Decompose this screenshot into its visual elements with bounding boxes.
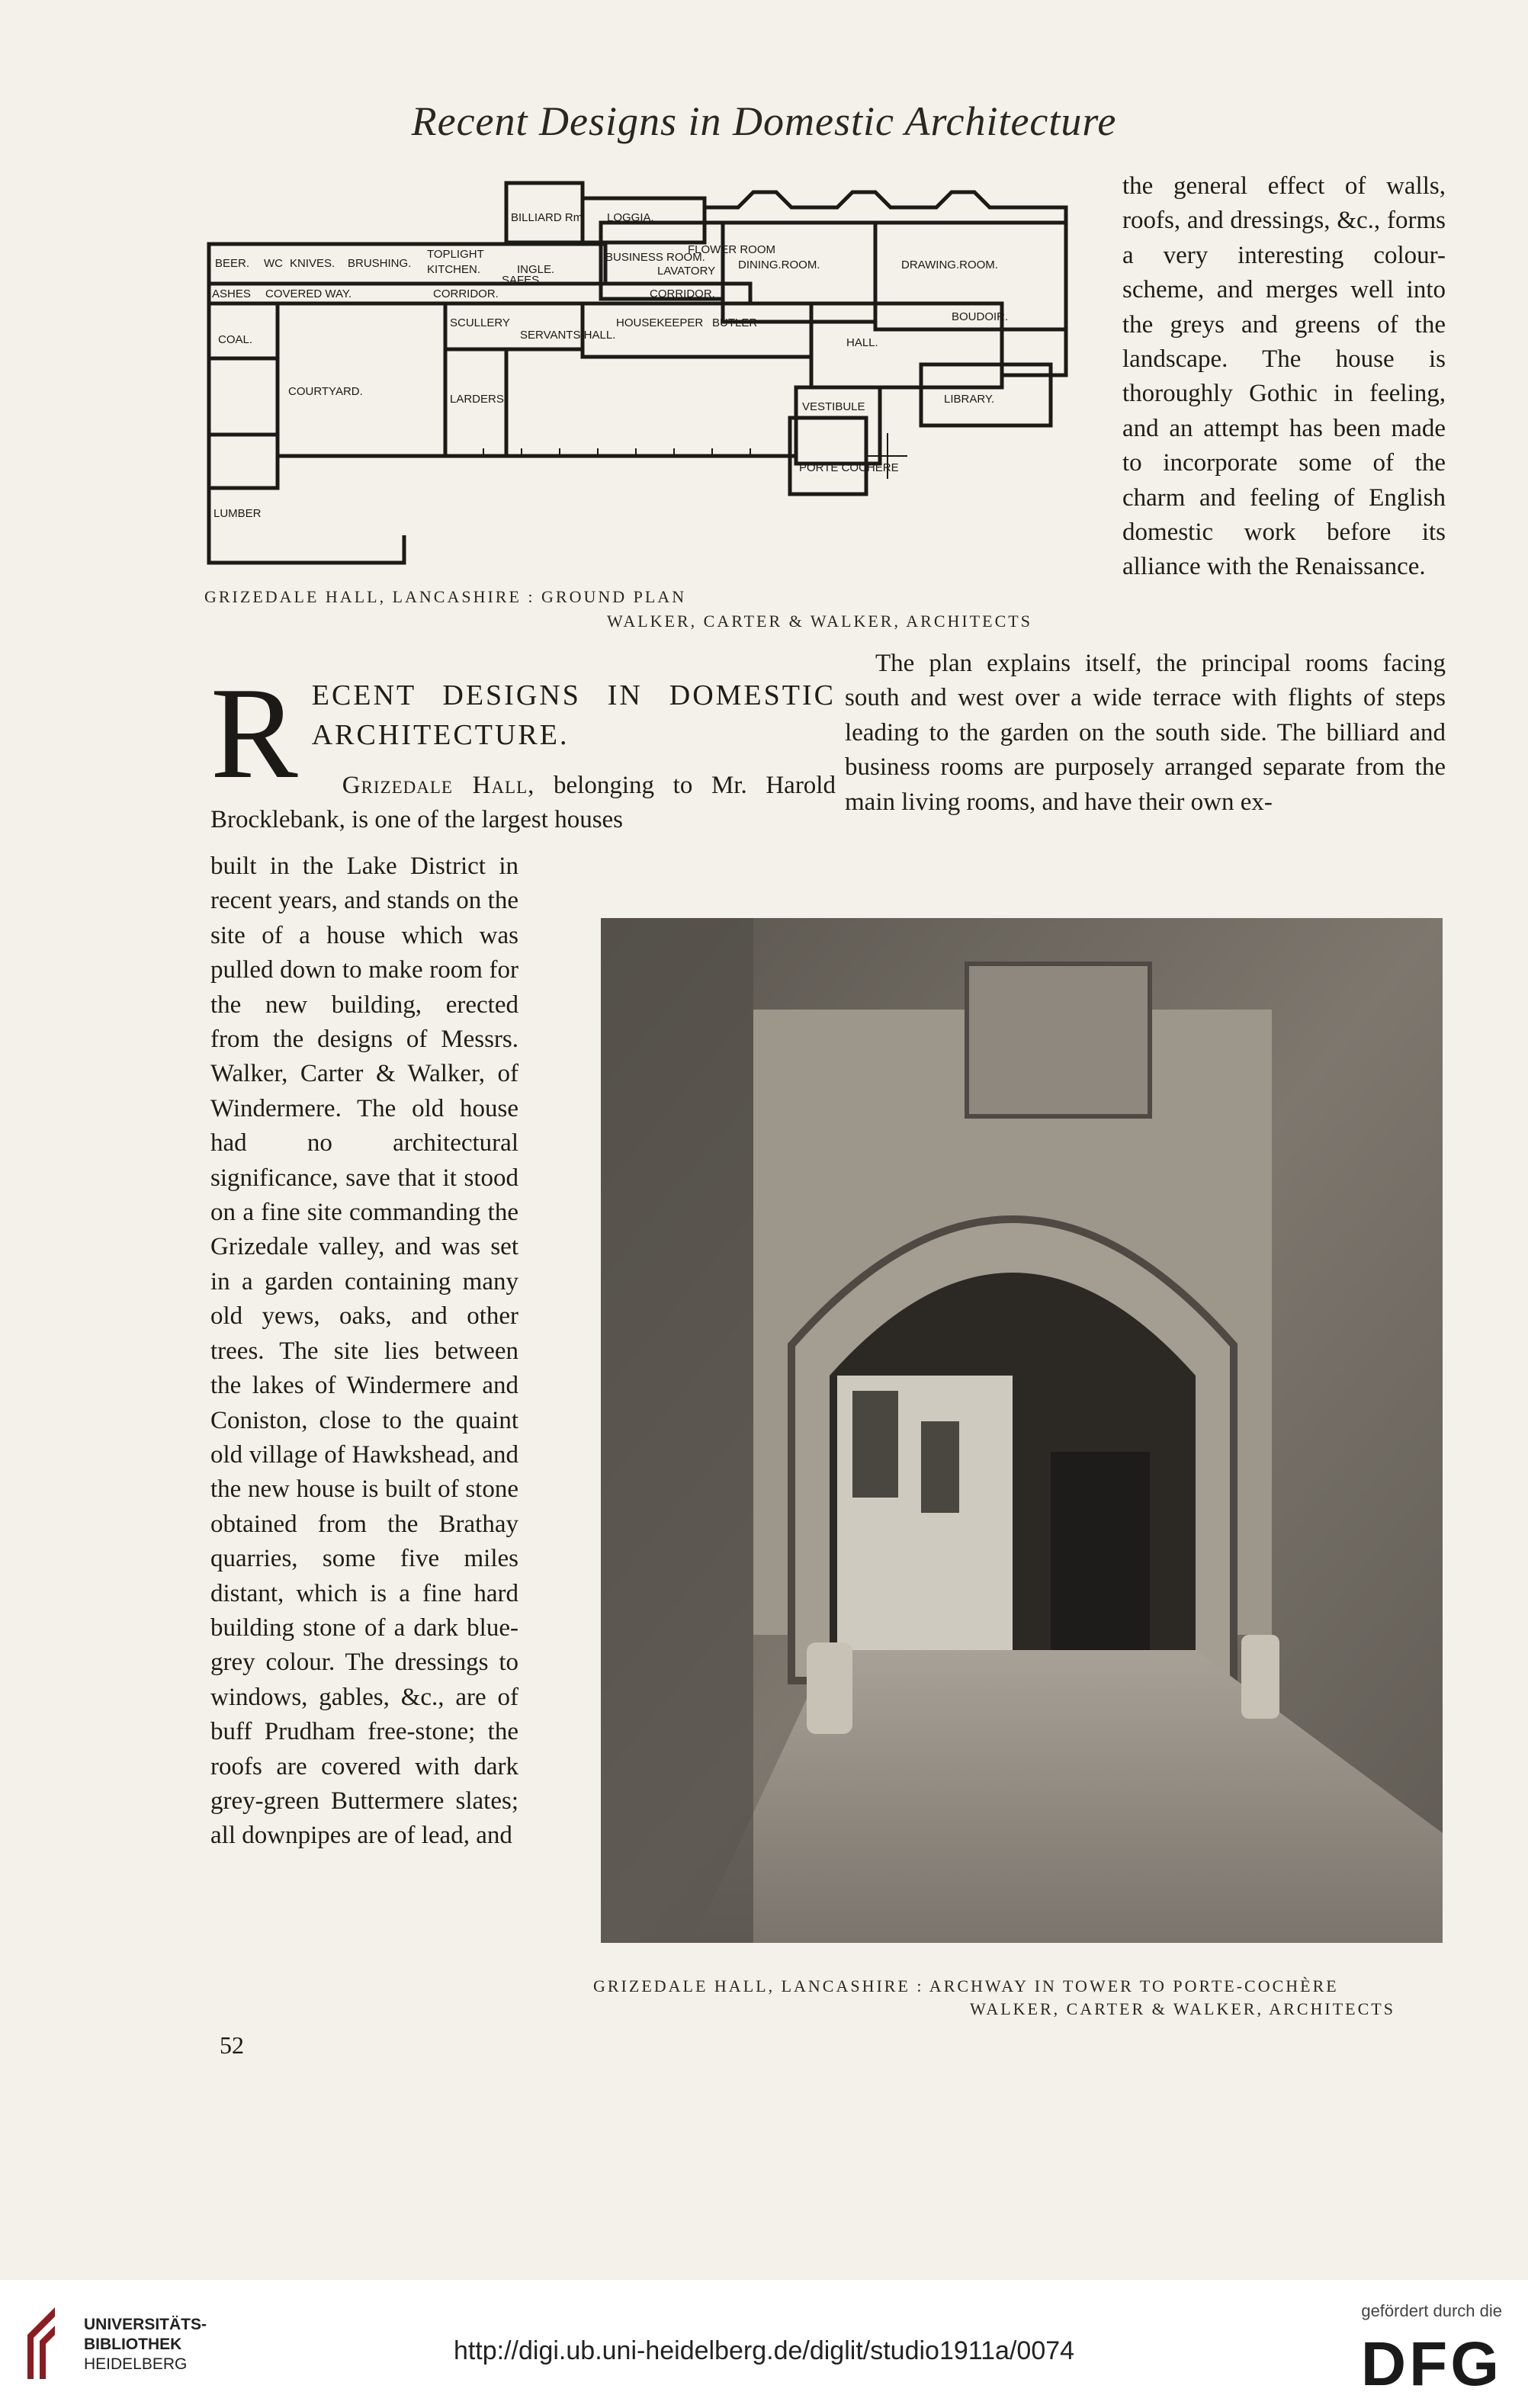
plan-caption-architects: WALKER, CARTER & WALKER, ARCHITECTS bbox=[607, 612, 1032, 631]
right-column-upper bbox=[1122, 169, 1446, 585]
plan-label-housekeeper: HOUSEKEEPER bbox=[616, 316, 704, 329]
archway-photograph bbox=[601, 918, 1443, 1943]
plan-label-safes: SAFES bbox=[502, 274, 540, 287]
plan-label-dining-room: DINING.ROOM. bbox=[738, 258, 820, 271]
dfg-logo: DFG bbox=[1360, 2329, 1502, 2399]
plan-label-billiard: BILLIARD Rm bbox=[511, 211, 583, 224]
archway-illustration bbox=[601, 918, 1443, 1943]
plan-label-butler: BUTLER bbox=[712, 316, 758, 329]
plan-label-knives: KNIVES. bbox=[290, 257, 335, 270]
right-column-paragraph-2 bbox=[845, 647, 1446, 820]
library-name-line-3: HEIDELBERG bbox=[84, 2355, 188, 2373]
plan-label-porte-cochere: PORTE COCHERE bbox=[799, 461, 899, 474]
plan-label-corridor-1: CORRIDOR. bbox=[433, 287, 499, 300]
plan-label-drawing-room: DRAWING.ROOM. bbox=[901, 258, 998, 271]
plan-label-corridor-2: CORRIDOR. bbox=[650, 287, 715, 300]
plan-label-hall: HALL. bbox=[846, 336, 878, 349]
plan-label-flower-room: FLOWER ROOM bbox=[688, 243, 775, 256]
plan-label-coal: COAL. bbox=[218, 333, 253, 346]
plan-caption-title: GRIZEDALE HALL, LANCASHIRE : GROUND PLAN bbox=[204, 587, 687, 606]
plan-label-vestibule: VESTIBULE bbox=[802, 400, 865, 413]
plan-label-lumber: LUMBER bbox=[213, 507, 262, 520]
plan-label-kitchen: KITCHEN. bbox=[427, 263, 481, 276]
drop-cap: R bbox=[210, 661, 298, 806]
page-number: 52 bbox=[220, 2031, 244, 2059]
plan-label-beer: BEER. bbox=[215, 257, 250, 270]
library-name-line-2: BIBLIOTHEK bbox=[84, 2336, 182, 2353]
article-opening bbox=[210, 661, 836, 838]
plan-label-brushing: BRUSHING. bbox=[348, 257, 412, 270]
article-intro-name: Grizedale Hall, bbox=[342, 772, 535, 799]
ground-plan-figure bbox=[204, 177, 1074, 573]
plan-label-loggia: LOGGIA. bbox=[607, 211, 654, 224]
left-column-paragraph: built in the Lake District in recent years, and stands on the site of a house which was pulled down to make room for the new building, erected from the designs of Messrs. Walker, Carter & Walker, of Windermere. The old house had no architectural significance, save that it stood on a fine site commanding the Grizedale valley, and was set in a garden containing many old yews, oaks, and other trees. The site lies between the lakes of Windermere and Coniston, close to the quaint old village of Hawkshead, and the new house is built of stone obtained from the Brathay quarries, some five miles distant, which is a fine hard building stone of a dark blue-grey colour. The dressings to windows, gables, &c., are of buff Prudham free-stone; the roofs are covered with dark grey-green Buttermere slates; all downpipes are of lead, and bbox=[210, 852, 518, 1850]
article-intro-line: belonging to Mr. Harold Brocklebank, is one of the largest houses bbox=[210, 772, 836, 834]
plan-label-library: LIBRARY. bbox=[944, 393, 995, 406]
plan-label-courtyard: COURTYARD. bbox=[288, 385, 363, 398]
plan-label-business-room: BUSINESS ROOM. bbox=[605, 251, 705, 264]
plan-label-boudoir: BOUDOIR. bbox=[952, 310, 1009, 323]
floor-plan-drawing bbox=[204, 177, 1074, 573]
photo-caption-architects: WALKER, CARTER & WALKER, ARCHITECTS bbox=[970, 1999, 1395, 2018]
photo-caption-title: GRIZEDALE HALL, LANCASHIRE : ARCHWAY IN TOWER TO PORTE-COCHÈRE bbox=[593, 1976, 1339, 1995]
article-title: ECENT DESIGNS IN DOMESTIC ARCHITECTURE. bbox=[311, 679, 836, 751]
plan-label-lavatory: LAVATORY bbox=[657, 265, 716, 278]
funding-note: gefördert durch die bbox=[1361, 2301, 1502, 2320]
plan-label-wc: WC bbox=[264, 257, 283, 270]
plan-label-servants-hall: SERVANTS HALL. bbox=[520, 329, 616, 342]
plan-label-larders: LARDERS. bbox=[450, 393, 508, 406]
right-column-paragraph-1: the general effect of walls, roofs, and dressings, &c., forms a very interesting colour-scheme, and merges well into the greys and greens of the landscape. The house is thoroughly Gothic in feeling, and an attempt has been made to incorporate some of the charm and feeling of English domestic work before its alliance with the Renaissance. bbox=[1122, 172, 1446, 581]
source-url-link[interactable]: http://digi.ub.uni-heidelberg.de/diglit/studio1911a/0074 bbox=[453, 2336, 1075, 2365]
plan-label-ashes: ASHES bbox=[212, 287, 251, 300]
left-column-body bbox=[210, 849, 518, 1854]
library-name-line-1: UNIVERSITÄTS- bbox=[84, 2316, 207, 2333]
plan-label-scullery: SCULLERY bbox=[450, 316, 510, 329]
plan-explanation-paragraph: The plan explains itself, the principal rooms facing south and west over a wide terrace with flights of steps leading to the garden on the south side. The billiard and business rooms are purposely arranged separate from the main living rooms, and have their own ex- bbox=[845, 650, 1446, 816]
plan-label-covered-way: COVERED WAY. bbox=[265, 287, 352, 300]
plan-label-toplight: TOPLIGHT bbox=[427, 248, 484, 261]
running-head: Recent Designs in Domestic Architecture bbox=[411, 98, 1117, 144]
article-intro bbox=[210, 769, 836, 838]
plan-label-ingle: INGLE. bbox=[517, 263, 555, 276]
